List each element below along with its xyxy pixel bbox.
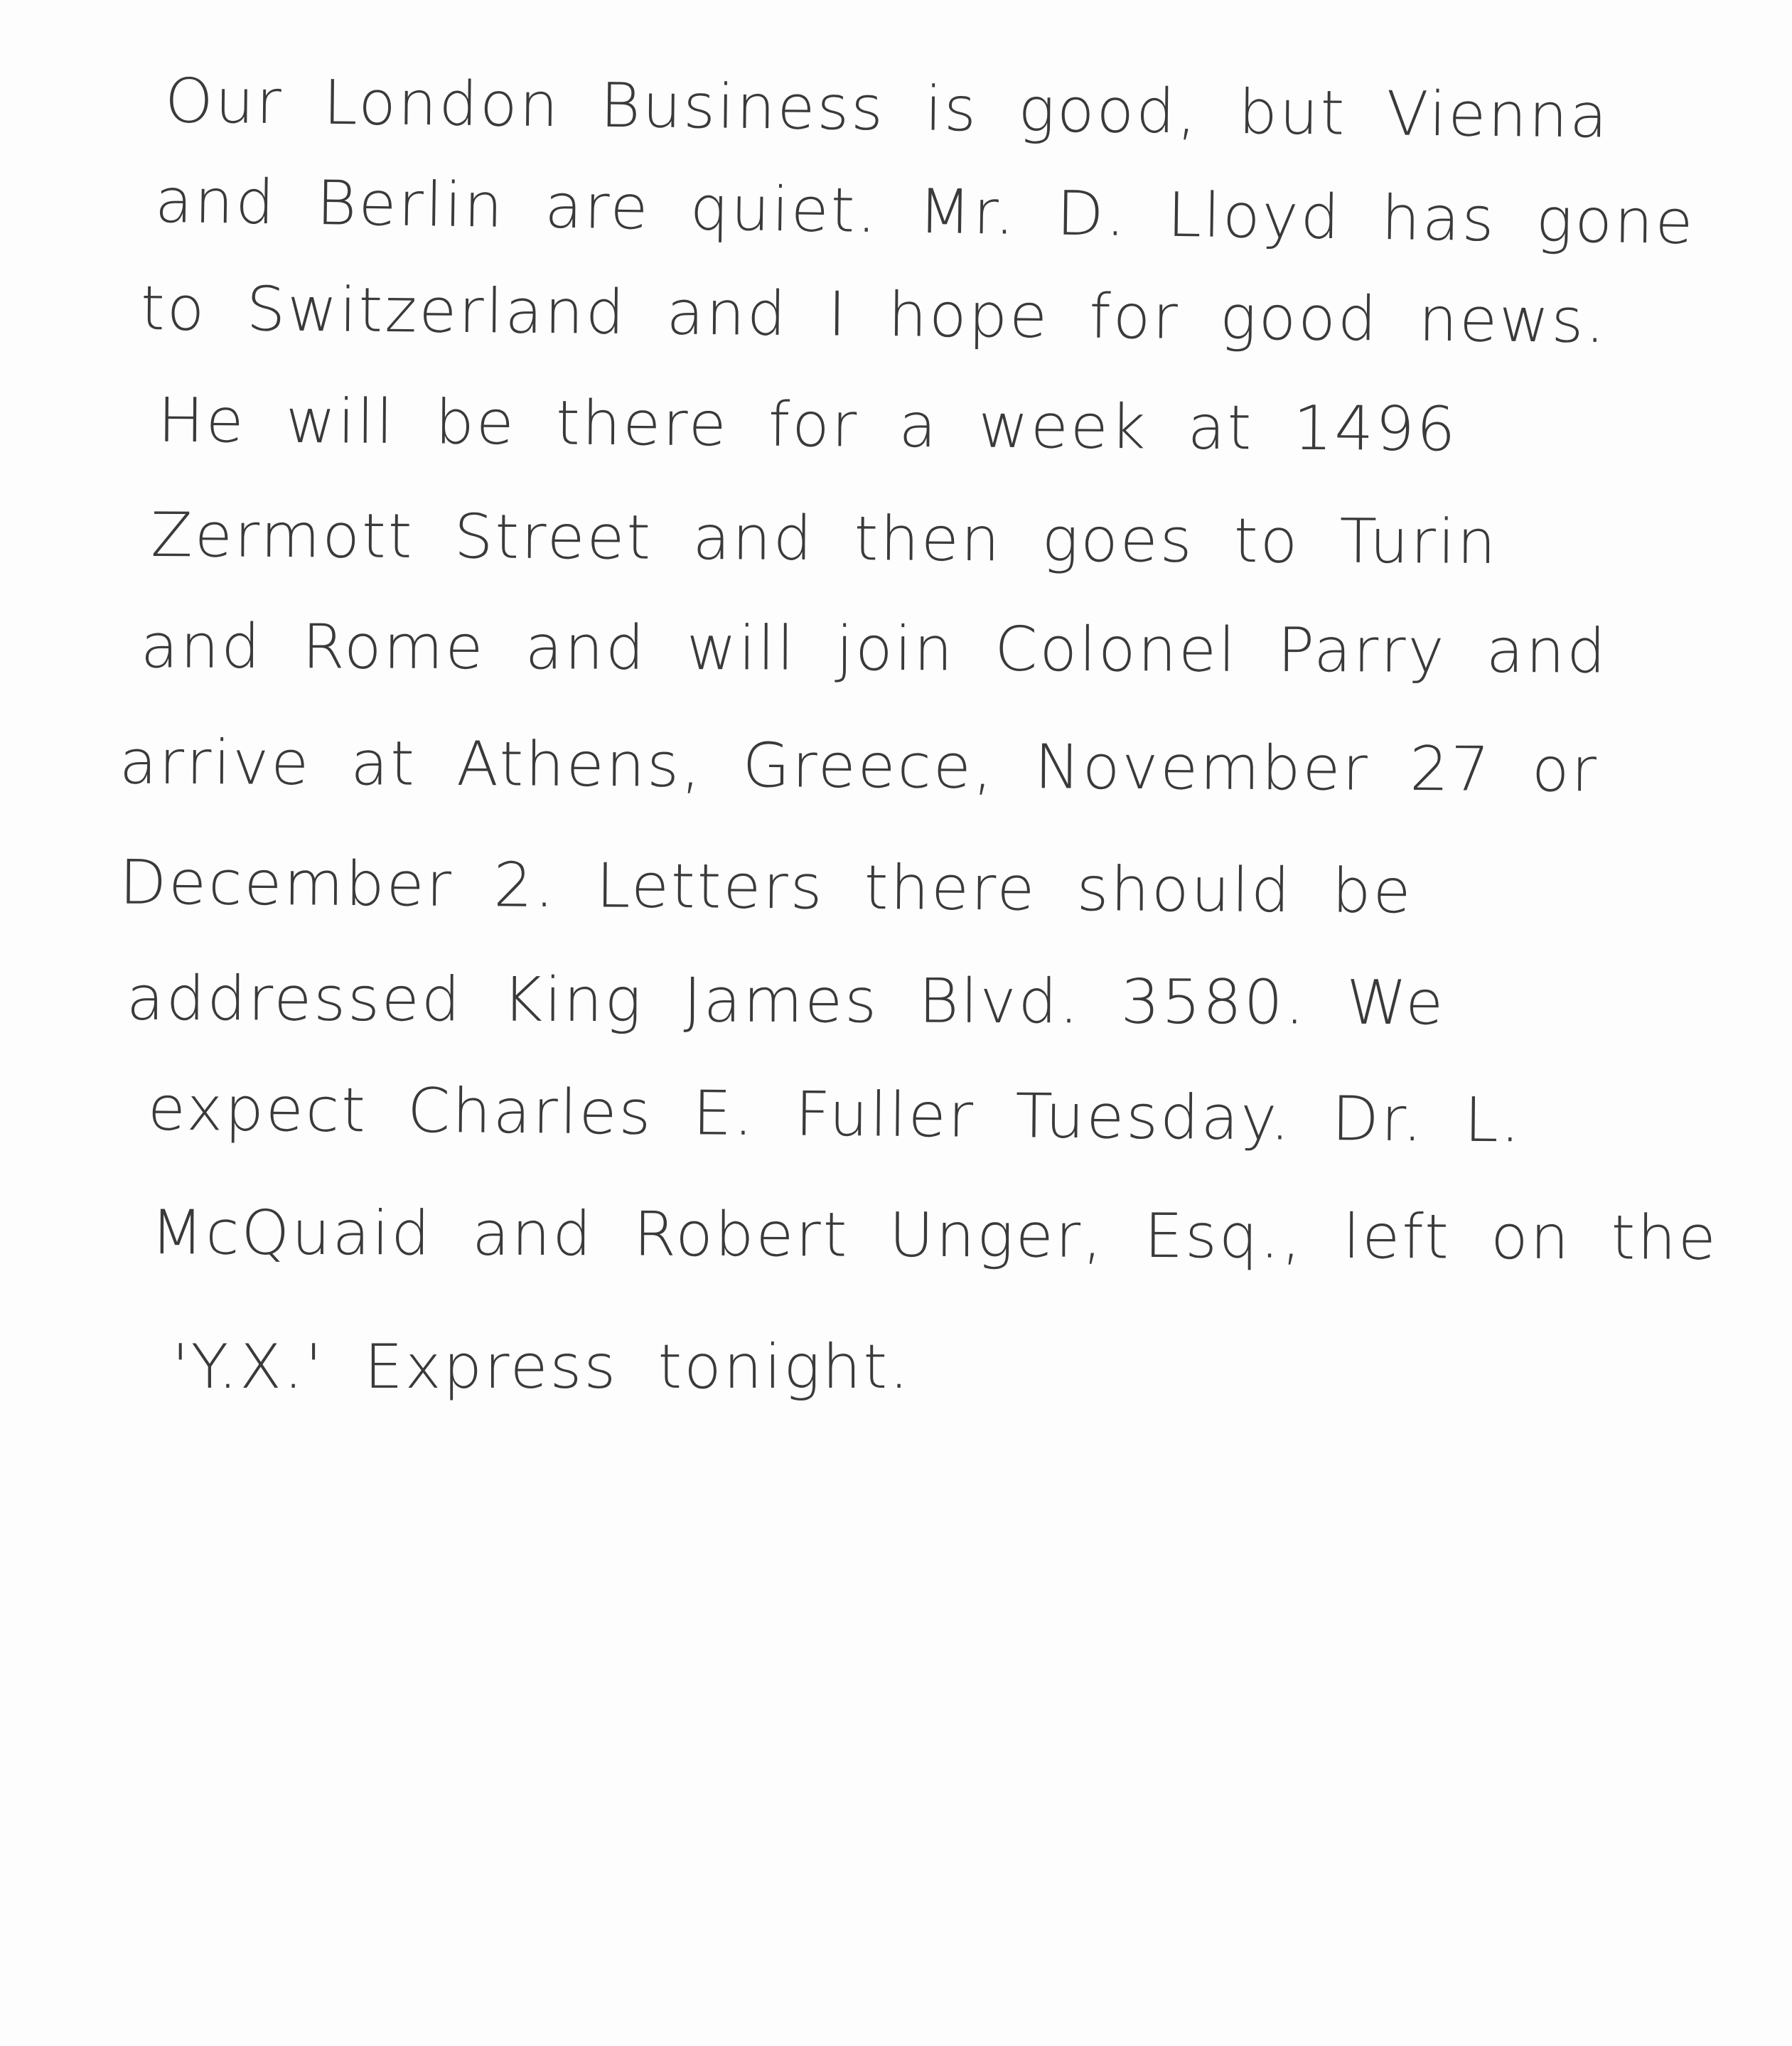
text-line-7: arrive at Athens, Greece, November 27 or <box>119 727 1599 806</box>
text-line-12: 'Y.X.' Express tonight. <box>172 1332 911 1403</box>
text-line-5: Zermott Street and then goes to Turin <box>150 500 1498 578</box>
text-line-3: to Switzerland and I hope for good news. <box>140 273 1608 357</box>
text-line-6: and Rome and will join Colonel Parry and <box>140 611 1608 687</box>
text-line-10: expect Charles E. Fuller Tuesday. Dr. L. <box>147 1073 1523 1157</box>
text-line-1: Our London Business is good, but Vienna <box>164 65 1610 152</box>
text-line-11: McQuaid and Robert Unger, Esq., left on the <box>150 1197 1718 1274</box>
text-line-2: and Berlin are quiet. Mr. D. Lloyd has gone <box>154 165 1696 259</box>
text-line-8: December 2. Letters there should be <box>119 847 1413 928</box>
text-line-4: He will be there for a week at 1496 <box>157 385 1458 466</box>
text-line-9: addressed King James Blvd. 3580. We <box>126 963 1446 1039</box>
